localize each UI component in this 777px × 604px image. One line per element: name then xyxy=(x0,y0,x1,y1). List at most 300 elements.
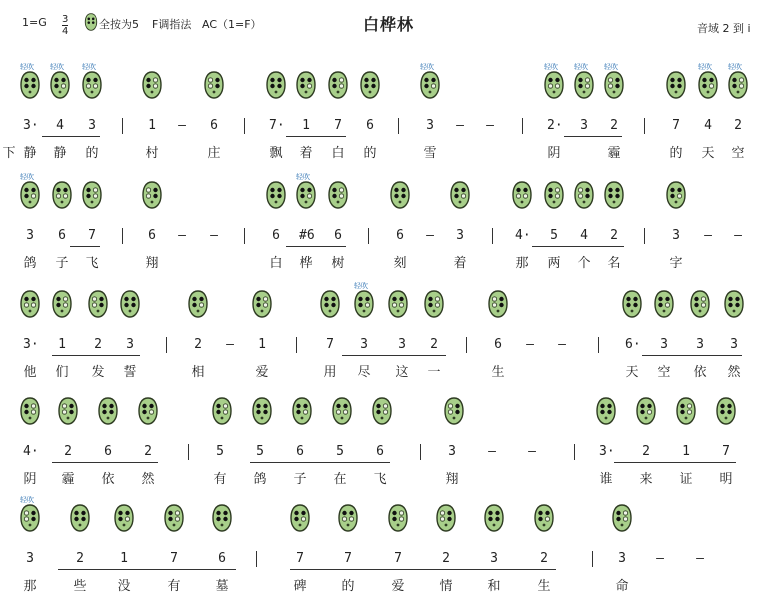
lyric: 两 xyxy=(547,256,561,271)
lyric: 没 xyxy=(117,579,131,594)
note: 3 xyxy=(126,337,134,352)
note: 3 xyxy=(490,551,498,566)
note: 5 xyxy=(256,444,264,459)
ocarina-fingering xyxy=(689,289,711,319)
time-numerator: 3 xyxy=(62,14,69,25)
beam-underline xyxy=(286,136,346,137)
note: – xyxy=(226,337,234,352)
ocarina-icon xyxy=(291,396,313,426)
ocarina-icon xyxy=(533,503,555,533)
lyric: 村 xyxy=(145,146,159,161)
ocarina-icon xyxy=(435,503,457,533)
ocarina-icon xyxy=(337,503,359,533)
lyric: 有 xyxy=(213,472,227,487)
breath-mark: 轻吹 xyxy=(604,63,618,71)
ocarina-icon xyxy=(665,180,687,210)
note: – xyxy=(656,551,664,566)
ocarina-icon xyxy=(327,180,349,210)
note: 3 xyxy=(730,337,738,352)
note: 5 xyxy=(216,444,224,459)
ocarina-fingering xyxy=(19,63,41,100)
beam-underline xyxy=(70,246,100,247)
note: 3 xyxy=(672,228,680,243)
note: 3 xyxy=(360,337,368,352)
note: 7· xyxy=(269,118,285,133)
ocarina-fingering xyxy=(697,63,719,100)
score-row xyxy=(0,173,777,281)
time-denominator: 4 xyxy=(62,26,69,37)
note: 7 xyxy=(344,551,352,566)
bar-line xyxy=(296,337,297,353)
lyric: 依 xyxy=(693,365,707,380)
ocarina-fingering xyxy=(251,396,273,426)
breath-mark: 轻吹 xyxy=(82,63,96,71)
lyric: 墓 xyxy=(215,579,229,594)
bar-line xyxy=(420,444,421,460)
ocarina-fingering xyxy=(295,173,317,210)
ocarina-icon xyxy=(389,180,411,210)
lyric: 他 xyxy=(23,365,37,380)
lyric: 些 xyxy=(73,579,87,594)
note: 5 xyxy=(550,228,558,243)
breath-mark: 轻吹 xyxy=(574,63,588,71)
beam-underline xyxy=(290,569,556,570)
ocarina-icon xyxy=(387,503,409,533)
ocarina-icon xyxy=(163,503,185,533)
note: 7 xyxy=(88,228,96,243)
breath-mark: 轻吹 xyxy=(20,173,34,181)
ocarina-icon xyxy=(295,180,317,210)
ocarina-fingering xyxy=(359,70,381,100)
beam-underline xyxy=(250,462,390,463)
ocarina-icon xyxy=(727,70,749,100)
note: 3 xyxy=(448,444,456,459)
lyric: 霾 xyxy=(607,146,621,161)
lyric: 命 xyxy=(615,579,629,594)
ocarina-fingering xyxy=(51,289,73,319)
ocarina-icon xyxy=(635,396,657,426)
ocarina-icon xyxy=(423,289,445,319)
beam-underline xyxy=(532,246,624,247)
ocarina-fingering xyxy=(483,503,505,533)
lyric: 生 xyxy=(491,365,505,380)
bar-line xyxy=(492,228,493,244)
ocarina-icon xyxy=(603,70,625,100)
ocarina-icon xyxy=(359,70,381,100)
note: – xyxy=(486,118,494,133)
bar-line xyxy=(256,551,257,567)
lyric: 白 xyxy=(331,146,345,161)
ocarina-icon xyxy=(203,70,225,100)
bar-line xyxy=(122,118,123,134)
note: 7 xyxy=(722,444,730,459)
lyric: 天 xyxy=(625,365,639,380)
note: 2 xyxy=(642,444,650,459)
lyric: 飞 xyxy=(373,472,387,487)
ocarina-fingering xyxy=(665,70,687,100)
bar-line xyxy=(244,118,245,134)
ocarina-fingering xyxy=(653,289,675,319)
note: 4 xyxy=(580,228,588,243)
lyric: 个 xyxy=(577,256,591,271)
note: 4 xyxy=(704,118,712,133)
ocarina-icon xyxy=(697,70,719,100)
ocarina-icon xyxy=(19,70,41,100)
lyric: 和 xyxy=(487,579,501,594)
ocarina-fingering xyxy=(211,503,233,533)
ocarina-icon xyxy=(251,396,273,426)
key-signature: 1=G xyxy=(22,16,47,29)
ocarina-icon xyxy=(81,180,103,210)
breath-mark: 轻吹 xyxy=(698,63,712,71)
ocarina-fingering xyxy=(87,289,109,319)
score-row xyxy=(0,496,777,604)
beam-underline xyxy=(286,246,346,247)
bar-line xyxy=(466,337,467,353)
bar-line xyxy=(644,118,645,134)
ocarina-fingering xyxy=(81,180,103,210)
lyric: 天 xyxy=(701,146,715,161)
ocarina-fingering xyxy=(51,180,73,210)
note: 3 xyxy=(88,118,96,133)
note: 6 xyxy=(218,551,226,566)
ocarina-fingering xyxy=(727,63,749,100)
ocarina-fingering xyxy=(265,70,287,100)
lyric: 的 xyxy=(341,579,355,594)
bar-line xyxy=(592,551,593,567)
note: 2 xyxy=(610,228,618,243)
ocarina-fingering xyxy=(543,180,565,210)
lyric: 明 xyxy=(719,472,733,487)
ocarina-fingering xyxy=(19,496,41,533)
lyric: 碑 xyxy=(293,579,307,594)
lyric: 翔 xyxy=(145,256,159,271)
ocarina-fingering xyxy=(603,180,625,210)
ocarina-icon xyxy=(327,70,349,100)
lyric: 发 xyxy=(91,365,105,380)
note: – xyxy=(210,228,218,243)
ocarina-icon xyxy=(723,289,745,319)
lyric: 飘 xyxy=(269,146,283,161)
ocarina-icon xyxy=(81,70,103,100)
ocarina-fingering xyxy=(119,289,141,319)
lyric: 然 xyxy=(141,472,155,487)
ocarina-icon xyxy=(653,289,675,319)
ocarina-icon xyxy=(603,180,625,210)
lyric: 字 xyxy=(669,256,683,271)
ocarina-icon xyxy=(113,503,135,533)
ocarina-fingering xyxy=(57,396,79,426)
note: 7 xyxy=(394,551,402,566)
lyric: 翔 xyxy=(445,472,459,487)
note: – xyxy=(558,337,566,352)
lyric: 子 xyxy=(55,256,69,271)
ocarina-fingering xyxy=(81,63,103,100)
lyric: 静 xyxy=(53,146,67,161)
ocarina-icon xyxy=(595,396,617,426)
ocarina-fingering xyxy=(291,396,313,426)
ocarina-icon xyxy=(87,289,109,319)
note: 2 xyxy=(442,551,450,566)
ocarina-fingering xyxy=(295,70,317,100)
ocarina-icon xyxy=(443,396,465,426)
bar-line xyxy=(244,228,245,244)
note: – xyxy=(178,118,186,133)
ocarina-fingering xyxy=(611,503,633,533)
note: 2 xyxy=(734,118,742,133)
lyric: 子 xyxy=(293,472,307,487)
lyric: 雪 xyxy=(423,146,437,161)
beam-underline xyxy=(52,355,140,356)
ocarina-fingering xyxy=(203,70,225,100)
lyric: 着 xyxy=(299,146,313,161)
lyric: 的 xyxy=(85,146,99,161)
ocarina-fingering xyxy=(573,63,595,100)
note: 3 xyxy=(660,337,668,352)
ocarina-icon xyxy=(543,70,565,100)
lyric: 刻 xyxy=(393,256,407,271)
ocarina-fingering xyxy=(635,396,657,426)
ocarina-fingering xyxy=(543,63,565,100)
ocarina-icon xyxy=(611,503,633,533)
note: 7 xyxy=(296,551,304,566)
lyric: 爱 xyxy=(255,365,269,380)
note: 4· xyxy=(23,444,39,459)
ocarina-icon xyxy=(211,396,233,426)
ocarina-icon xyxy=(211,503,233,533)
breath-mark: 轻吹 xyxy=(20,496,34,504)
ocarina-icon xyxy=(449,180,471,210)
ocarina-fingering xyxy=(19,173,41,210)
breath-mark: 轻吹 xyxy=(296,173,310,181)
note: 2 xyxy=(430,337,438,352)
breath-mark: 轻吹 xyxy=(50,63,64,71)
note: 2 xyxy=(610,118,618,133)
lyric: 然 xyxy=(727,365,741,380)
note: 3 xyxy=(26,551,34,566)
note: 7 xyxy=(326,337,334,352)
ocarina-fingering xyxy=(141,180,163,210)
ocarina-icon xyxy=(141,180,163,210)
lyric: 静 xyxy=(23,146,37,161)
ocarina-icon xyxy=(141,70,163,100)
ocarina-fingering xyxy=(265,180,287,210)
ocarina-icon xyxy=(487,289,509,319)
note: 3· xyxy=(23,118,39,133)
breath-mark: 轻吹 xyxy=(20,63,34,71)
lyric: 用 xyxy=(323,365,337,380)
ocarina-icon xyxy=(19,289,41,319)
ocarina-icon xyxy=(331,396,353,426)
ocarina-fingering xyxy=(211,396,233,426)
ocarina-icon xyxy=(19,503,41,533)
ocarina-fingering xyxy=(163,503,185,533)
ocarina-icon xyxy=(675,396,697,426)
ocarina-icon xyxy=(573,180,595,210)
note: – xyxy=(734,228,742,243)
note: 7 xyxy=(334,118,342,133)
song-title: 白桦林 xyxy=(362,15,414,34)
ocarina-fingering xyxy=(113,503,135,533)
ocarina-icon xyxy=(665,70,687,100)
note: – xyxy=(456,118,464,133)
lyric: 飞 xyxy=(85,256,99,271)
beam-underline xyxy=(342,355,446,356)
lyric: 空 xyxy=(657,365,671,380)
lyric: 白 xyxy=(269,256,283,271)
note: – xyxy=(528,444,536,459)
ocarina-fingering xyxy=(435,503,457,533)
note: 6 xyxy=(272,228,280,243)
lyric: 这 xyxy=(395,365,409,380)
lyric: 庄 xyxy=(207,146,221,161)
ocarina-icon xyxy=(295,70,317,100)
ocarina-icon xyxy=(319,289,341,319)
ocarina-icon xyxy=(715,396,737,426)
lyric: 的 xyxy=(363,146,377,161)
bar-line xyxy=(368,228,369,244)
fingering-mode: F调指法 xyxy=(152,18,192,31)
bar-line xyxy=(522,118,523,134)
lyric: 桦 xyxy=(299,256,313,271)
note: 6 xyxy=(494,337,502,352)
note: 2 xyxy=(540,551,548,566)
lyric: 在 xyxy=(333,472,347,487)
ocarina-icon xyxy=(51,289,73,319)
ocarina-fingering xyxy=(141,70,163,100)
beam-underline xyxy=(42,136,100,137)
bar-line xyxy=(598,337,599,353)
lyric: 尽 xyxy=(357,365,371,380)
ocarina-fingering xyxy=(49,63,71,100)
breath-mark: 轻吹 xyxy=(544,63,558,71)
note: 7 xyxy=(672,118,680,133)
ocarina-icon xyxy=(371,396,393,426)
note: 7 xyxy=(170,551,178,566)
bar-line xyxy=(574,444,575,460)
ocarina-fingering xyxy=(715,396,737,426)
lyric: 一 xyxy=(427,365,441,380)
ocarina-icon xyxy=(621,289,643,319)
lyric: 依 xyxy=(101,472,115,487)
beam-underline xyxy=(58,569,236,570)
ocarina-fingering xyxy=(337,503,359,533)
ocarina-fingering xyxy=(331,396,353,426)
note: 6· xyxy=(625,337,641,352)
ocarina-icon xyxy=(265,180,287,210)
ocarina-fingering xyxy=(665,180,687,210)
ocarina-fingering xyxy=(327,180,349,210)
bar-line xyxy=(188,444,189,460)
note: – xyxy=(704,228,712,243)
breath-mark: 轻吹 xyxy=(354,282,368,290)
note: 6 xyxy=(366,118,374,133)
note: 6 xyxy=(396,228,404,243)
ocarina-fingering xyxy=(573,180,595,210)
note: – xyxy=(526,337,534,352)
score-row xyxy=(0,392,777,497)
breath-mark: 轻吹 xyxy=(728,63,742,71)
note: – xyxy=(488,444,496,459)
lyric: 空 xyxy=(731,146,745,161)
lyric: 那 xyxy=(515,256,529,271)
note: – xyxy=(178,228,186,243)
note: 3 xyxy=(696,337,704,352)
lyric: 阴 xyxy=(547,146,561,161)
note: 1 xyxy=(58,337,66,352)
note: #6 xyxy=(299,228,315,243)
breath-mark: 轻吹 xyxy=(420,63,434,71)
ocarina-fingering xyxy=(187,289,209,319)
ocarina-fingering xyxy=(97,396,119,426)
lyric: 霾 xyxy=(61,472,75,487)
ocarina-fingering xyxy=(371,396,393,426)
ocarina-icon xyxy=(49,70,71,100)
ocarina-icon xyxy=(265,70,287,100)
ocarina-fingering xyxy=(533,503,555,533)
note: 2 xyxy=(76,551,84,566)
ocarina-icon xyxy=(137,396,159,426)
ocarina-icon xyxy=(119,289,141,319)
note: 1 xyxy=(682,444,690,459)
lyric: 情 xyxy=(439,579,453,594)
note: 1 xyxy=(302,118,310,133)
lyric: 树 xyxy=(331,256,345,271)
bar-line xyxy=(644,228,645,244)
ocarina-fingering xyxy=(595,396,617,426)
lyric: 着 xyxy=(453,256,467,271)
beam-underline xyxy=(52,462,158,463)
note: 2 xyxy=(194,337,202,352)
lyric: 有 xyxy=(167,579,181,594)
note: 3 xyxy=(580,118,588,133)
note: 6 xyxy=(210,118,218,133)
ocarina-icon xyxy=(419,70,441,100)
ocarina-icon xyxy=(387,289,409,319)
note: 6 xyxy=(148,228,156,243)
ocarina-icon xyxy=(511,180,533,210)
score-row xyxy=(0,63,777,171)
lyric: 们 xyxy=(55,365,69,380)
lyric: 证 xyxy=(679,472,693,487)
ocarina-fingering xyxy=(723,289,745,319)
note: 1 xyxy=(148,118,156,133)
note: 6 xyxy=(296,444,304,459)
lyric: 鸽 xyxy=(23,256,37,271)
lyric: 生 xyxy=(537,579,551,594)
ocarina-icon xyxy=(689,289,711,319)
note: 5 xyxy=(336,444,344,459)
note: 1 xyxy=(120,551,128,566)
note: 3 xyxy=(426,118,434,133)
note: 3 xyxy=(398,337,406,352)
ocarina-fingering xyxy=(423,289,445,319)
lyric: 的 xyxy=(669,146,683,161)
range-label: 音域 2 到 i xyxy=(697,22,751,35)
ocarina-fingering xyxy=(327,70,349,100)
note: 6 xyxy=(104,444,112,459)
note: 6 xyxy=(334,228,342,243)
note: 3 xyxy=(456,228,464,243)
beam-underline xyxy=(564,136,622,137)
ocarina-fingering xyxy=(387,289,409,319)
ocarina-icon xyxy=(289,503,311,533)
note: 3· xyxy=(599,444,615,459)
note: – xyxy=(426,228,434,243)
lyric: 名 xyxy=(607,256,621,271)
note: 6 xyxy=(376,444,384,459)
ocarina-icon xyxy=(251,289,273,319)
